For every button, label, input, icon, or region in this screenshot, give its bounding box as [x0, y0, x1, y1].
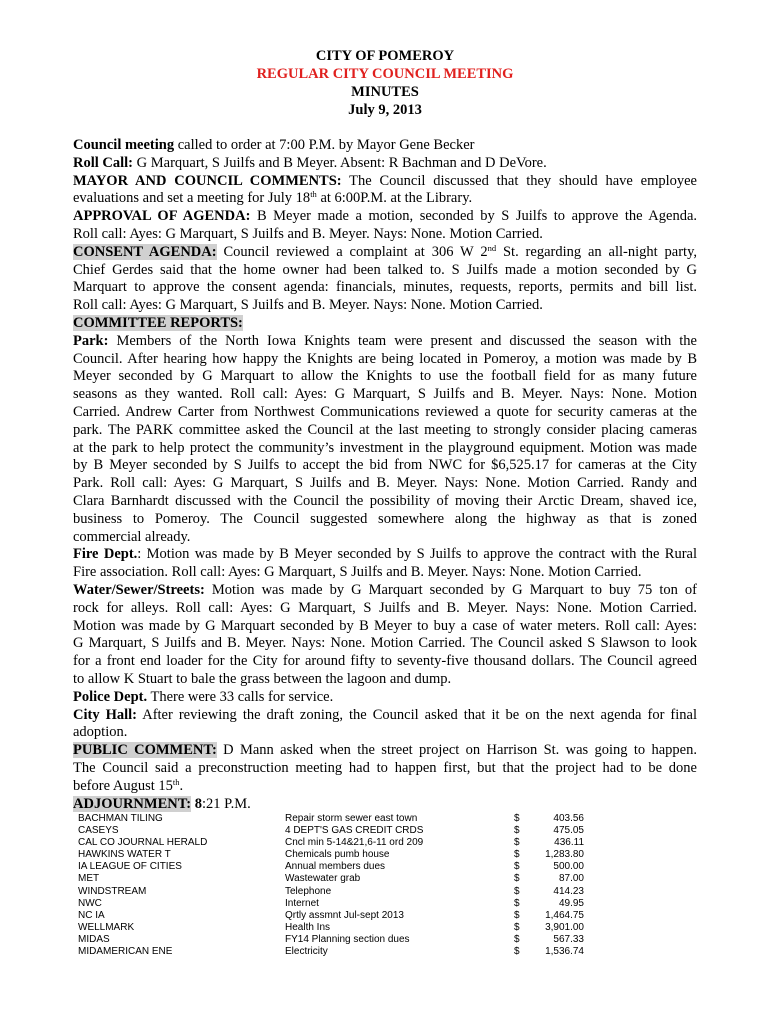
bill-row	[78, 922, 598, 934]
paragraph-line: for a front end loader for the City for around fifty to seventy-five thousand dollars. The Council agreed	[73, 653, 697, 670]
paragraph-line: before August 15th.	[73, 776, 184, 794]
paragraph-line: commercial already.	[73, 528, 191, 545]
bill-row	[78, 861, 598, 873]
fire-dept-line: Fire Dept.: Motion was made by B Meyer seconded by S Juilfs to approve the contract with the Rural	[73, 546, 697, 563]
paragraph-line: Carried. Andrew Carter from Northwest Communications reviewed a quote for security cameras at the	[73, 404, 697, 420]
call-to-order-line: Council meeting called to order at 7:00 P.M. by Mayor Gene Becker	[73, 137, 475, 153]
bill-amount: 1,536.74	[545, 946, 584, 958]
bill-amount: 1,283.80	[545, 849, 584, 861]
section-label-mayor-comments: MAYOR AND COUNCIL COMMENTS:	[73, 172, 342, 189]
paragraph-line: Clara Barnhardt discussed with the Council the possibility of moving their Arctic Dream, shaved ice,	[73, 493, 697, 509]
paragraph-line: The Council said a preconstruction meeting had to happen first, but that the project had to be done	[73, 760, 697, 776]
bill-vendor: CAL CO JOURNAL HERALD	[78, 837, 208, 849]
bill-description: Health Ins	[285, 921, 331, 933]
mayor-comments-line: MAYOR AND COUNCIL COMMENTS: The Council discussed that they should have employee	[73, 172, 697, 189]
bill-row	[78, 898, 598, 910]
bill-vendor: NC IA	[78, 909, 105, 921]
paragraph-line: adoption.	[73, 724, 128, 741]
paragraph-line: park. The PARK committee asked the Council at the last meeting to strongly consider placing cameras	[73, 421, 697, 438]
city-name: CITY OF POMEROY	[315, 48, 455, 64]
bill-vendor: WINDSTREAM	[78, 885, 147, 897]
bill-amount: 414.23	[553, 885, 584, 897]
park-line: Park: Members of the North Iowa Knights team were present and discussed the season with the	[73, 332, 697, 349]
bill-row	[78, 934, 598, 946]
bill-row	[78, 946, 598, 958]
bill-vendor: WELLMARK	[78, 921, 135, 933]
bill-row	[78, 813, 598, 825]
bill-description: Annual members dues	[285, 861, 386, 873]
bill-amount: 49.95	[558, 897, 584, 909]
bill-row	[78, 825, 598, 837]
public-comment-line: PUBLIC COMMENT: D Mann asked when the street project on Harrison St. was going to happen.	[73, 742, 697, 759]
paragraph-line: evaluations and set a meeting for July 18th at 6:00P.M. at the Library.	[73, 189, 473, 207]
bill-amount: 403.56	[553, 813, 584, 824]
bill-vendor: MET	[78, 873, 100, 885]
paragraph-line: Marquart to approve the consent agenda: financials, minutes, requests, reports, permits and bill list.	[73, 279, 697, 296]
bill-currency-symbol: $	[514, 885, 520, 897]
bill-currency-symbol: $	[514, 909, 520, 921]
bill-row	[78, 910, 598, 922]
document-type: MINUTES	[351, 84, 419, 100]
meeting-date: July 9, 2013	[348, 102, 422, 118]
paragraph-line: Fire association. Roll call: Ayes: G Marquart, S Juilfs and B. Meyer. Nays: None. Motion Carried.	[73, 564, 642, 581]
bill-row	[78, 873, 598, 885]
bill-description: Cncl min 5-14&21,6-11 ord 209	[285, 837, 424, 849]
paragraph-line: Meyer seconded by G Marquart to allow the Knights to use the football field for as many future	[73, 368, 697, 385]
adjournment-line: ADJOURNMENT: 8:21 P.M.	[73, 795, 251, 812]
consent-agenda-line: CONSENT AGENDA: Council reviewed a complaint at 306 W 2nd St. regarding an all-night party,	[73, 242, 698, 260]
section-label-park: Park:	[73, 332, 109, 349]
bill-vendor: IA LEAGUE OF CITIES	[78, 861, 182, 873]
section-label-committee-reports: COMMITTEE REPORTS:	[73, 315, 243, 331]
bill-amount: 475.05	[553, 825, 584, 837]
bill-currency-symbol: $	[514, 921, 520, 933]
section-label-roll-call: Roll Call:	[73, 154, 134, 171]
meeting-title: REGULAR CITY COUNCIL MEETING	[256, 66, 514, 82]
bill-currency-symbol: $	[514, 933, 520, 945]
police-dept-line: Police Dept. There were 33 calls for service.	[73, 688, 334, 705]
bill-amount: 500.00	[553, 861, 584, 873]
approval-agenda-line: APPROVAL OF AGENDA: B Meyer made a motion, seconded by S Juilfs to approve the Agenda.	[73, 208, 698, 225]
section-label-public-comment: PUBLIC COMMENT:	[73, 742, 217, 759]
section-label-city-hall: City Hall:	[73, 706, 138, 723]
water-sewer-streets-line: Water/Sewer/Streets: Motion was made by G Marquart seconded by G Marquart to buy 75 ton of	[73, 582, 697, 598]
bill-amount: 436.11	[554, 837, 584, 849]
bill-description: Repair storm sewer east town	[285, 813, 418, 824]
bill-description: Chemicals pumb house	[285, 849, 390, 861]
paragraph-line: Roll call: Ayes: G Marquart, S Juilfs and B. Meyer. Nays: None. Motion Carried.	[73, 226, 543, 242]
bill-amount: 3,901.00	[545, 921, 584, 933]
bill-row	[78, 849, 598, 861]
bill-description: FY14 Planning section dues	[285, 933, 410, 945]
paragraph-line: by B Meyer seconded by S Juilfs to accept the bid from NWC for $6,525.17 for cameras at the City	[73, 457, 697, 474]
section-label-adjournment: ADJOURNMENT:	[73, 795, 192, 812]
section-label-police-dept: Police Dept.	[73, 688, 148, 705]
bill-vendor: NWC	[78, 897, 102, 909]
bill-currency-symbol: $	[514, 813, 520, 824]
paragraph-line: rock for alleys. Roll call: Ayes: G Marquart, S Juilfs and B. Meyer. Nays: None. Motion Carried.	[73, 599, 697, 616]
bill-vendor: MIDAS	[78, 933, 110, 945]
paragraph-line: Council. After hearing how happy the Knights are being located in Pomeroy, a motion was made by B	[73, 350, 697, 367]
bill-currency-symbol: $	[514, 946, 520, 958]
bill-vendor: HAWKINS WATER T	[78, 849, 171, 861]
bill-vendor: CASEYS	[78, 825, 119, 837]
section-label-fire-dept: Fire Dept.	[73, 546, 138, 563]
bill-vendor: BACHMAN TILING	[78, 813, 163, 824]
bill-description: Telephone	[285, 885, 332, 897]
section-label-council-meeting: Council meeting	[73, 137, 175, 153]
paragraph-line: business to Pomeroy. The Council suggested somewhere along the highway as that is zoned	[73, 510, 697, 527]
bill-description: Electricity	[285, 946, 328, 958]
bill-currency-symbol: $	[514, 873, 520, 885]
paragraph-line: at the park to help protect the community’s investment in the playground equipment. Motion was made	[73, 439, 697, 456]
bill-list	[78, 813, 598, 958]
roll-call-line: Roll Call: G Marquart, S Juilfs and B Meyer. Absent: R Bachman and D DeVore.	[73, 154, 547, 171]
bill-description: 4 DEPT'S GAS CREDIT CRDS	[285, 825, 424, 837]
bill-currency-symbol: $	[514, 825, 520, 837]
paragraph-line: Roll call: Ayes: G Marquart, S Juilfs and B. Meyer. Nays: None. Motion Carried.	[73, 297, 543, 314]
bill-currency-symbol: $	[514, 861, 520, 873]
section-label-consent-agenda: CONSENT AGENDA:	[73, 243, 217, 260]
bill-description: Internet	[285, 897, 319, 909]
paragraph-line: Chief Gerdes said that the home owner had been talked to. S Juilfs made a motion seconded by G	[73, 261, 697, 278]
bill-amount: 87.00	[558, 873, 584, 885]
city-hall-line: City Hall: After reviewing the draft zoning, the Council asked that it be on the next agenda for final	[73, 706, 697, 723]
paragraph-line: Park. Roll call: Ayes: G Marquart, S Juilfs and B. Meyer. Nays: None. Motion Carried. Randy and	[73, 475, 697, 492]
paragraph-line: G Marquart, S Juilfs and B. Meyer. Nays: None. Motion Carried. The Council asked S Slawson to look	[73, 635, 697, 652]
bill-currency-symbol: $	[514, 849, 520, 861]
bill-currency-symbol: $	[514, 897, 520, 909]
section-label-approval-agenda: APPROVAL OF AGENDA:	[73, 208, 251, 225]
bill-amount: 567.33	[553, 933, 584, 945]
section-label-water-sewer-streets: Water/Sewer/Streets:	[73, 582, 205, 598]
bill-currency-symbol: $	[514, 837, 520, 849]
bill-row	[78, 837, 598, 849]
paragraph-line: Motion was made by G Marquart seconded by B Meyer to buy a case of water meters. Roll call: Ayes:	[73, 617, 697, 634]
paragraph-line: seasons as they wanted. Roll call: Ayes: G Marquart, S Juilfs and B. Meyer. Nays: None. Motion	[73, 386, 697, 403]
paragraph-line: to allow K Stuart to bale the grass between the lagoon and dump.	[73, 671, 452, 687]
bill-row	[78, 886, 598, 898]
bill-description: Qrtly assmnt Jul-sept 2013	[285, 909, 404, 921]
bill-description: Wastewater grab	[285, 873, 361, 885]
committee-reports-heading	[73, 315, 697, 333]
bill-vendor: MIDAMERICAN ENE	[78, 946, 173, 958]
bill-amount: 1,464.75	[545, 909, 584, 921]
